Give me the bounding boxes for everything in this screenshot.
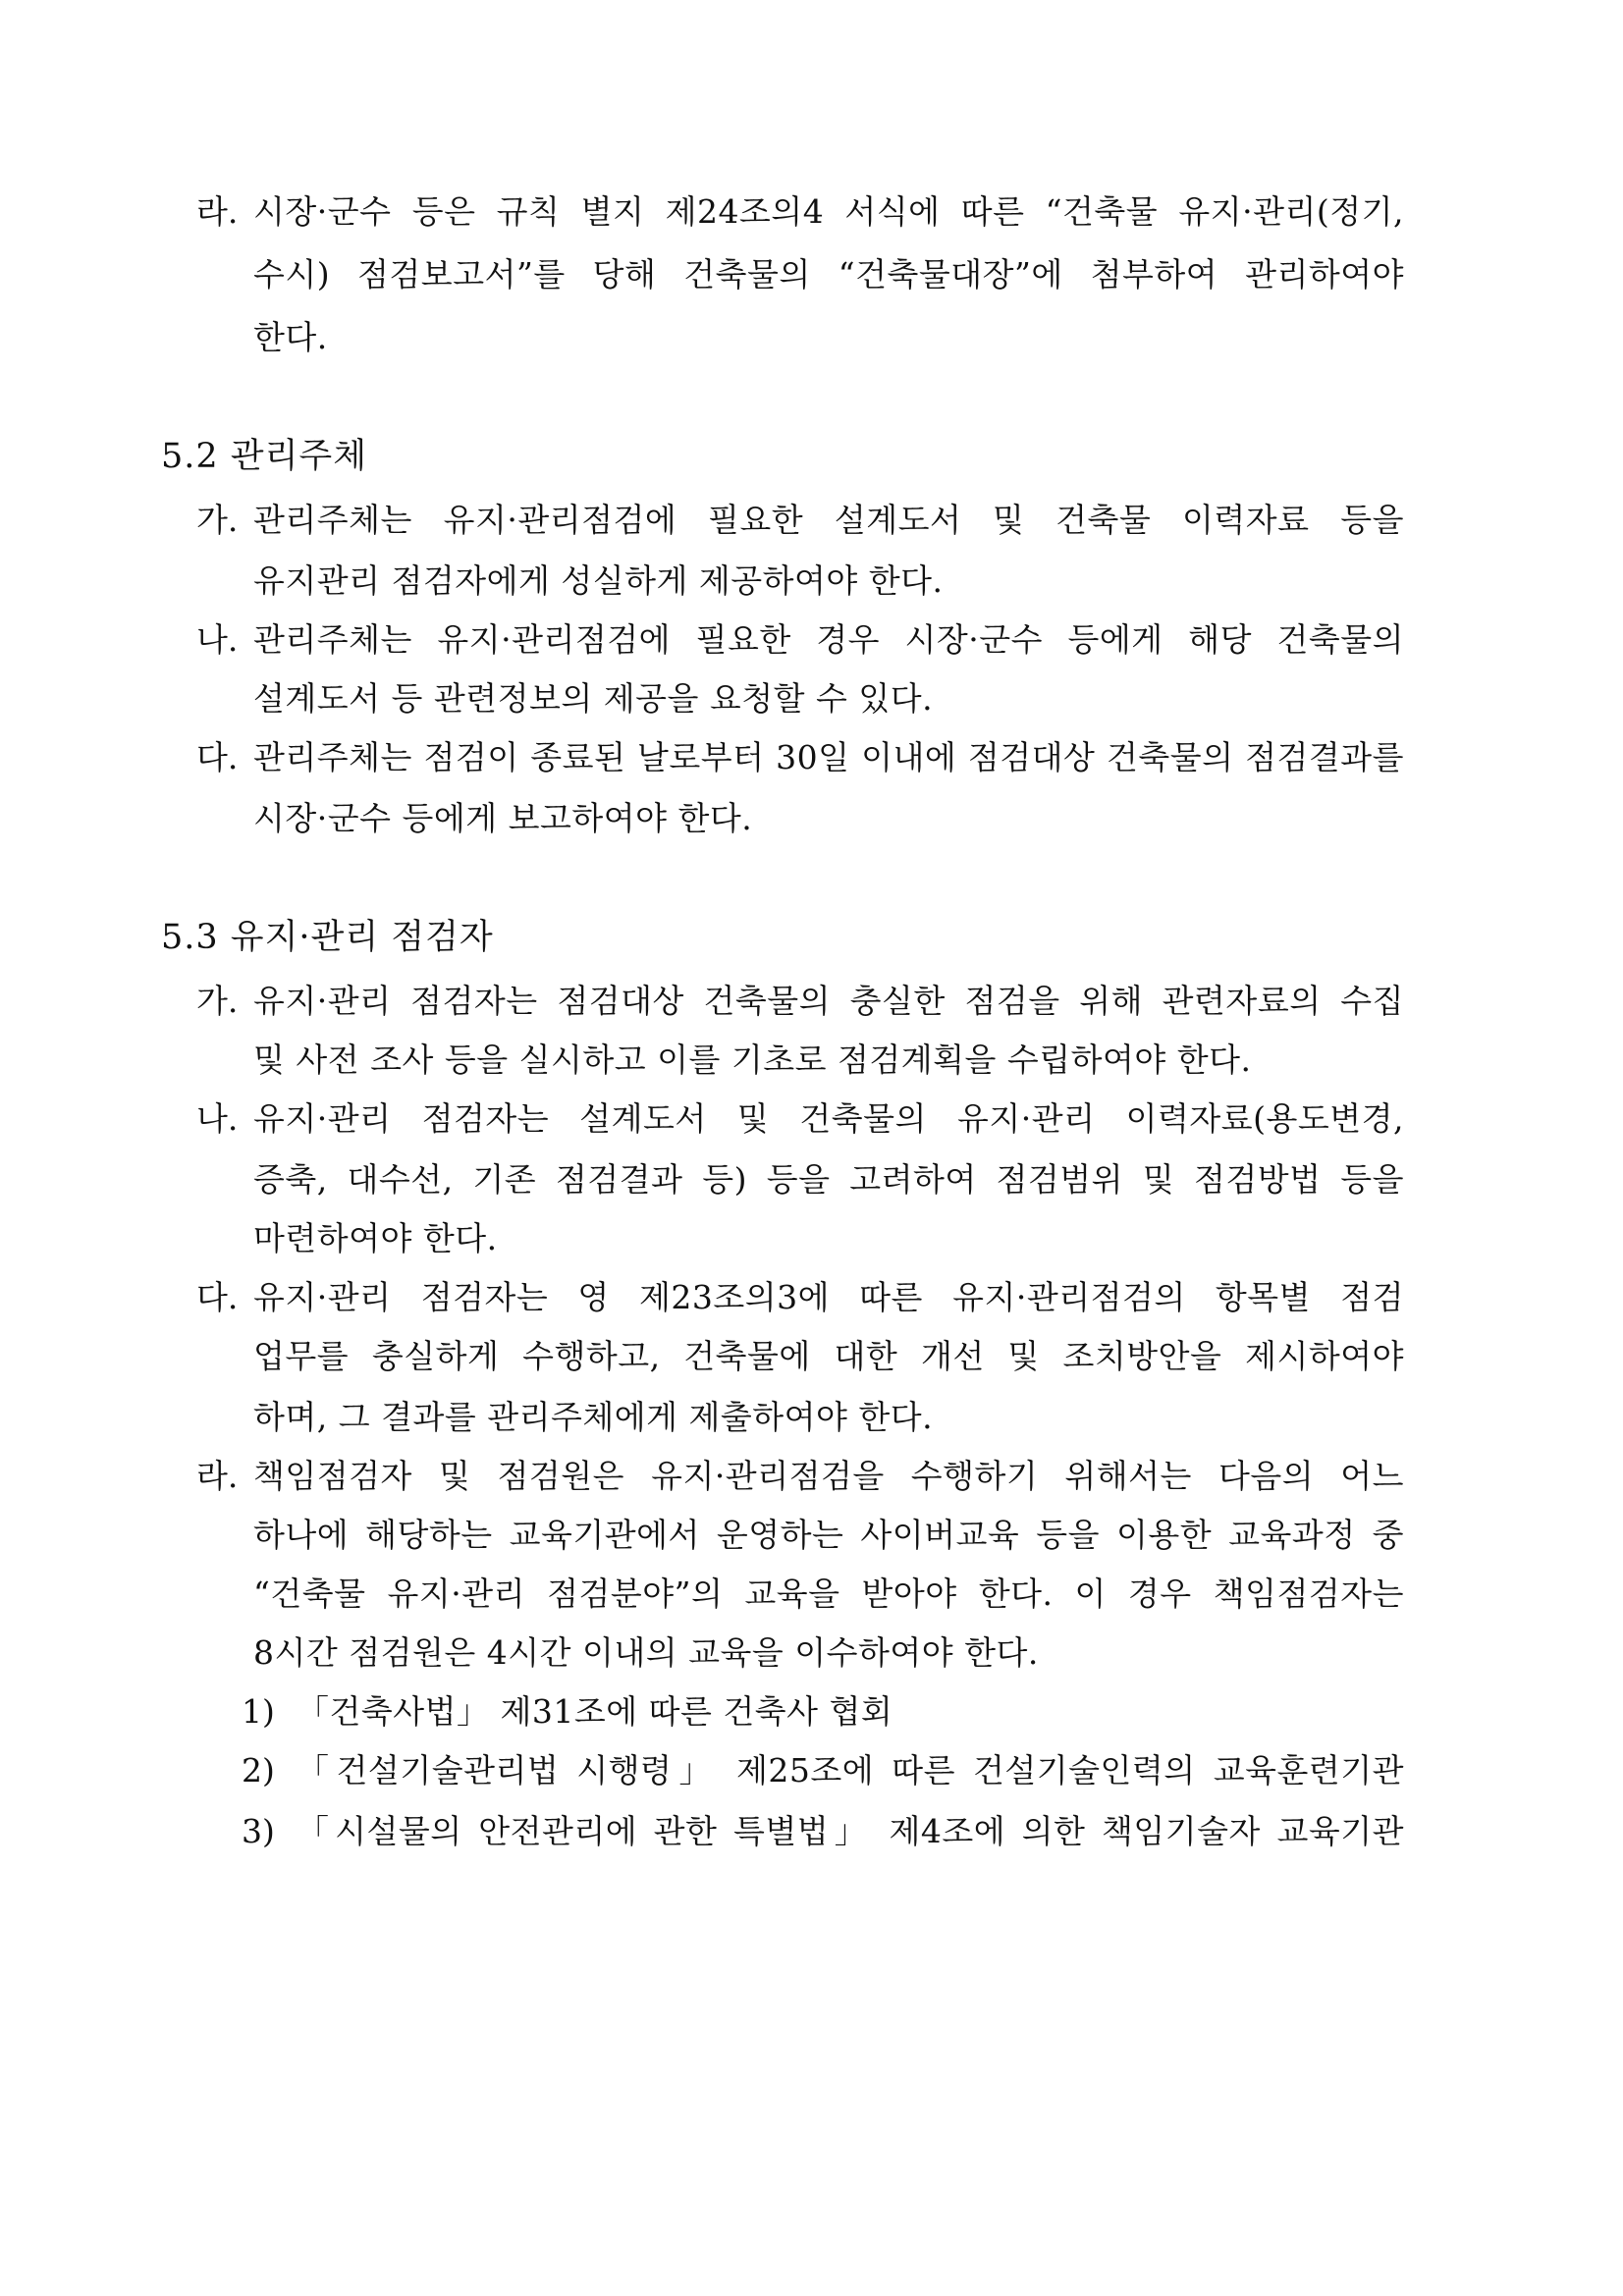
- section-heading: 5.2 관리주체: [161, 437, 368, 476]
- item-marker: 나.: [196, 1099, 239, 1138]
- paragraph-line: 마련하여야 한다.: [253, 1219, 498, 1257]
- subitem-marker: 2): [242, 1751, 275, 1789]
- item-marker: 가.: [196, 501, 239, 539]
- subitem-text: 「시설물의 안전관리에 관한 특별법」 제4조에 의한 책임기술자 교육기관: [297, 1812, 1404, 1850]
- paragraph-line: 관리주체는 유지·관리점검에 필요한 경우 시장·군수 등에게 해당 건축물의: [253, 620, 1404, 659]
- item-marker: 가.: [196, 982, 239, 1020]
- paragraph-line: 및 사전 조사 등을 실시하고 이를 기초로 점검계획을 수립하여야 한다.: [253, 1041, 1252, 1079]
- paragraph-line: 설계도서 등 관련정보의 제공을 요청할 수 있다.: [253, 679, 934, 718]
- paragraph-line: 유지관리 점검자에게 성실하게 제공하여야 한다.: [253, 561, 944, 600]
- paragraph-line: “건축물 유지·관리 점검분야”의 교육을 받아야 한다. 이 경우 책임점검자는: [253, 1575, 1404, 1613]
- paragraph-line: 하나에 해당하는 교육기관에서 운영하는 사이버교육 등을 이용한 교육과정 중: [253, 1516, 1404, 1554]
- subitem-marker: 1): [242, 1692, 275, 1731]
- section-heading: 5.3 유지·관리 점검자: [161, 918, 494, 957]
- item-marker: 라.: [196, 192, 239, 231]
- paragraph-line: 한다.: [253, 318, 328, 356]
- paragraph-line: 하며, 그 결과를 관리주체에게 제출하여야 한다.: [253, 1398, 934, 1436]
- item-marker: 다.: [196, 738, 239, 776]
- paragraph-line: 유지·관리 점검자는 설계도서 및 건축물의 유지·관리 이력자료(용도변경,: [253, 1099, 1404, 1138]
- paragraph-line: 증축, 대수선, 기존 점검결과 등) 등을 고려하여 점검범위 및 점검방법 등을: [253, 1160, 1404, 1199]
- subitem-marker: 3): [242, 1812, 275, 1850]
- subitem-text: 「건설기술관리법 시행령」 제25조에 따른 건설기술인력의 교육훈련기관: [297, 1751, 1404, 1789]
- paragraph-line: 유지·관리 점검자는 점검대상 건축물의 충실한 점검을 위해 관련자료의 수집: [253, 982, 1404, 1020]
- item-marker: 나.: [196, 620, 239, 659]
- paragraph-line: 8시간 점검원은 4시간 이내의 교육을 이수하여야 한다.: [253, 1633, 1039, 1672]
- subitem-text: 「건축사법」 제31조에 따른 건축사 협회: [297, 1692, 893, 1731]
- paragraph-line: 시장·군수 등에게 보고하여야 한다.: [253, 799, 753, 837]
- paragraph-line: 관리주체는 점검이 종료된 날로부터 30일 이내에 점검대상 건축물의 점검결과를: [253, 738, 1404, 776]
- paragraph-line: 시장·군수 등은 규칙 별지 제24조의4 서식에 따른 “건축물 유지·관리(정기,: [253, 192, 1404, 231]
- paragraph-line: 관리주체는 유지·관리점검에 필요한 설계도서 및 건축물 이력자료 등을: [253, 501, 1404, 539]
- paragraph-line: 책임점검자 및 점검원은 유지·관리점검을 수행하기 위해서는 다음의 어느: [253, 1457, 1404, 1495]
- item-marker: 다.: [196, 1278, 239, 1316]
- paragraph-line: 수시) 점검보고서”를 당해 건축물의 “건축물대장”에 첨부하여 관리하여야: [253, 255, 1404, 294]
- item-marker: 라.: [196, 1457, 239, 1495]
- paragraph-line: 유지·관리 점검자는 영 제23조의3에 따른 유지·관리점검의 항목별 점검: [253, 1278, 1404, 1316]
- paragraph-line: 업무를 충실하게 수행하고, 건축물에 대한 개선 및 조치방안을 제시하여야: [253, 1337, 1404, 1375]
